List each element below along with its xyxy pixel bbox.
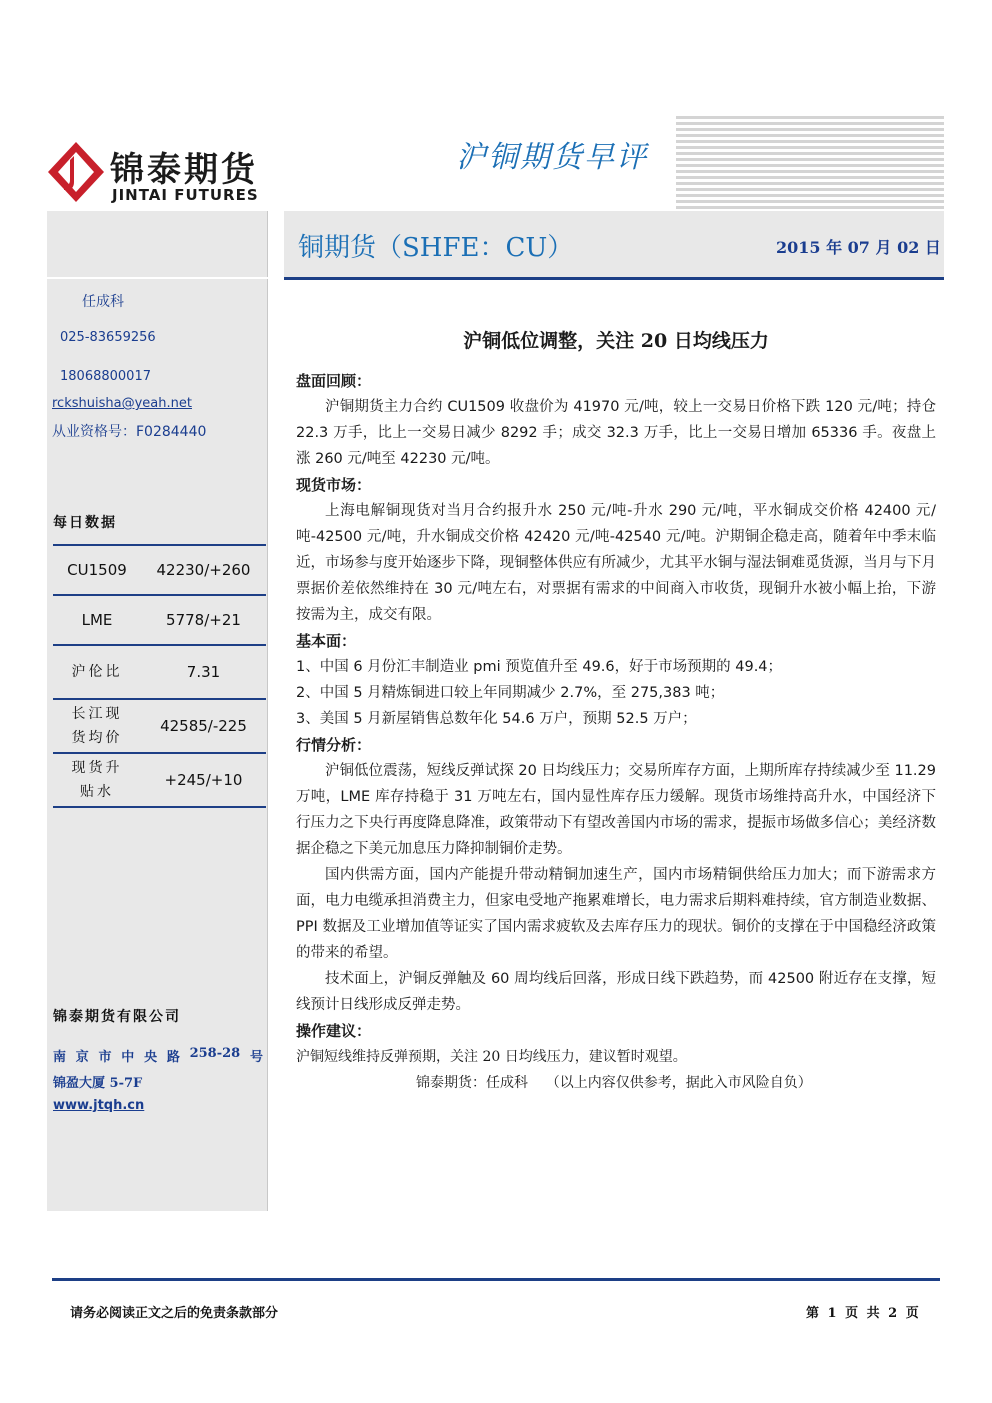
company-name: 锦泰期货有限公司 bbox=[53, 1009, 181, 1025]
paragraph: 沪铜低位震荡，短线反弹试探 20 日均线压力；交易所库存方面，上期所库存持续减少至 11.29 万吨，LME 库存持稳于 31 万吨左右，国内显性库存压力缓解。现货市场维持高升水，中国经济下行压力之下央行再度降息降准，政策带动下有望改善国内市场的需求，提振市场做多信心；美经济数据企稳之下美元加息压力降抑制铜价走势。 bbox=[296, 763, 936, 857]
daily-label-text: 现货升贴水 bbox=[71, 760, 123, 800]
address-char: 央 bbox=[144, 1050, 158, 1065]
report-title: 沪铜期货早评 bbox=[456, 140, 648, 175]
daily-value: 42585/-225 bbox=[141, 699, 266, 753]
analyst-phone: 025-83659256 bbox=[60, 330, 156, 345]
list-item: 2、中国 5 月精炼铜进口较上年同期减少 2.7%，至 275,383 吨； bbox=[296, 685, 725, 701]
daily-label bbox=[53, 753, 141, 807]
address-char: 市 bbox=[98, 1050, 112, 1065]
paragraph: 上海电解铜现货对当月合约报升水 250 元/吨-升水 290 元/吨，平水铜成交价格 42400 元/吨-42500 元/吨，升水铜成交价格 42420 元/吨-42540 元/吨。沪期铜企稳走高，随着年中季末临近，市场参与度开始逐步下降，现铜整体供应有所减少，尤其平水铜与湿法铜难觅货源，当月与下月票据价差依然维持在 30 元/吨左右，对票据有需求的中间商入市收货，现铜升水被小幅上抬，下游按需为主，成交有限。 bbox=[296, 503, 936, 623]
article-body bbox=[296, 368, 936, 1096]
analyst-mobile: 18068800017 bbox=[60, 369, 151, 384]
section-title-fundamentals: 基本面： bbox=[296, 632, 357, 650]
table-row bbox=[53, 645, 266, 699]
paragraph: 国内供需方面，国内产能提升带动精铜加速生产，国内市场精铜供给压力加大；而下游需求方面，电力电缆承担消费主力，但家电受地产拖累难增长，电力需求后期料难持续，官方制造业数据、PPI 数据及工业增加值等证实了国内需求疲软及去库存压力的现状。铜价的支撑在于中国稳经济政策的带来的希望。 bbox=[296, 867, 936, 961]
table-row bbox=[53, 545, 266, 595]
paragraph: 技术面上，沪铜反弹触及 60 周均线后回落，形成日线下跌趋势，而 42500 附近存在支撑，短线预计日线形成反弹走势。 bbox=[296, 971, 936, 1013]
address-char: 中 bbox=[121, 1050, 135, 1065]
logo-english-name: JINTAI FUTURES bbox=[112, 186, 259, 204]
jintai-diamond-icon bbox=[46, 140, 106, 204]
section-title-spot-market: 现货市场： bbox=[296, 476, 372, 494]
daily-label: CU1509 bbox=[53, 545, 141, 595]
signature: 锦泰期货：任成科 （以上内容仅供参考，据此入市风险自负） bbox=[416, 1075, 812, 1091]
commodity-title: 铜期货（SHFE：CU） bbox=[298, 233, 574, 263]
page-number: 第 1 页 共 2 页 bbox=[806, 1306, 919, 1321]
company-website-link[interactable]: www.jtqh.cn bbox=[53, 1098, 145, 1113]
sidebar-separator bbox=[47, 277, 268, 279]
address-char: 路 bbox=[166, 1050, 180, 1065]
list-item: 1、中国 6 月份汇丰制造业 pmi 预览值升至 49.6，好于市场预期的 49.4； bbox=[296, 659, 783, 675]
daily-value: 42230/+260 bbox=[141, 545, 266, 595]
paragraph: 沪铜期货主力合约 CU1509 收盘价为 41970 元/吨，较上一交易日价格下跌 120 元/吨；持仓 22.3 万手，比上一交易日减少 8292 手；成交 32.3 万手，比上一交易日增加 65336 手。夜盘上涨 260 元/吨至 42230 元/吨。 bbox=[296, 399, 936, 467]
address-char: 京 bbox=[75, 1050, 89, 1065]
daily-value: 7.31 bbox=[141, 645, 266, 699]
table-row bbox=[53, 699, 266, 753]
section-title-advice: 操作建议： bbox=[296, 1022, 372, 1040]
daily-label bbox=[53, 699, 141, 753]
daily-value: 5778/+21 bbox=[141, 595, 266, 645]
daily-data-title: 每日数据 bbox=[53, 515, 117, 531]
analyst-name: 任成科 bbox=[82, 294, 124, 310]
section-title-analysis: 行情分析： bbox=[296, 736, 372, 754]
daily-label-text: 长江现货均价 bbox=[71, 706, 123, 746]
analyst-qualification: 从业资格号：F0284440 bbox=[52, 424, 207, 440]
address-char: 南 bbox=[53, 1050, 67, 1065]
advice-text: 沪铜短线维持反弹预期，关注 20 日均线压力，建议暂时观望。 bbox=[296, 1049, 687, 1065]
company-address-line1 bbox=[53, 1046, 263, 1065]
article-headline: 沪铜低位调整，关注 20 日均线压力 bbox=[463, 330, 769, 352]
analyst-email-link[interactable]: rckshuisha@yeah.net bbox=[52, 396, 192, 411]
footer-disclaimer: 请务必阅读正文之后的免责条款部分 bbox=[70, 1306, 279, 1321]
table-row bbox=[53, 595, 266, 645]
daily-value: +245/+10 bbox=[141, 753, 266, 807]
footer-rule bbox=[52, 1278, 940, 1281]
company-logo bbox=[46, 140, 266, 210]
header-stripes bbox=[676, 116, 944, 211]
daily-data-table bbox=[53, 544, 266, 808]
company-address-line2: 锦盈大厦 5-7F bbox=[53, 1076, 143, 1091]
daily-label: LME bbox=[53, 595, 141, 645]
report-date: 2015 年 07 月 02 日 bbox=[776, 238, 941, 257]
main-header-rule bbox=[284, 277, 944, 280]
daily-label: 沪伦比 bbox=[53, 645, 141, 699]
table-row bbox=[53, 753, 266, 807]
logo-chinese-name: 锦泰期货 bbox=[110, 150, 258, 190]
list-item: 3、美国 5 月新屋销售总数年化 54.6 万户，预期 52.5 万户； bbox=[296, 711, 697, 727]
section-title-market-review: 盘面回顾： bbox=[296, 372, 372, 390]
address-char: 号 bbox=[249, 1050, 263, 1065]
address-char: 258-28 bbox=[189, 1046, 241, 1061]
